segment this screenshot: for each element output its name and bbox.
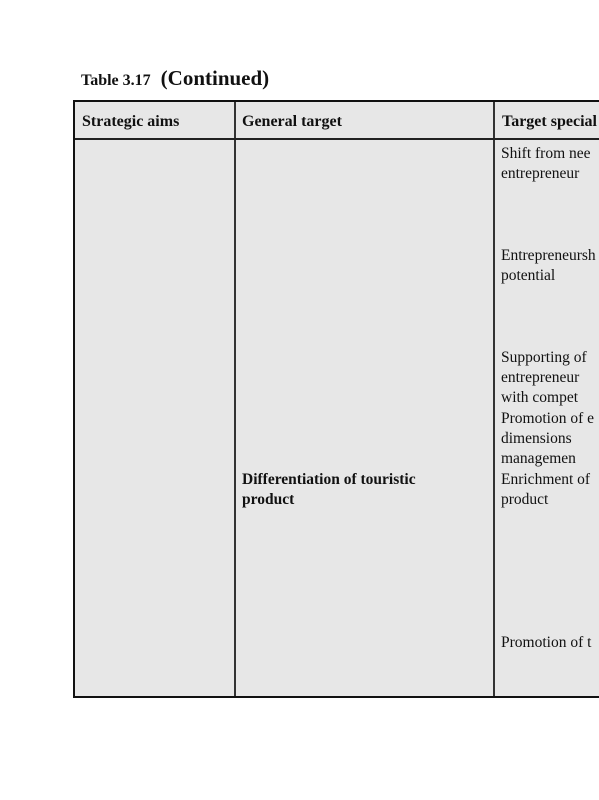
- target-cell: [501, 144, 599, 184]
- column-divider: [493, 102, 495, 696]
- cell-line: Differentiation of touristic: [242, 471, 416, 488]
- cell-line: Promotion of e: [501, 410, 594, 427]
- cell-line: Promotion of t: [501, 634, 592, 651]
- target-cell: [501, 348, 599, 408]
- cell-line: product: [242, 491, 295, 508]
- cell-line: entrepreneur: [501, 369, 580, 386]
- target-cell: [501, 246, 599, 286]
- cell-line: Entrepreneursh: [501, 247, 596, 264]
- data-table: [73, 100, 599, 698]
- cell-line: with compet: [501, 389, 579, 406]
- target-cell: [501, 470, 599, 510]
- cell-line: Shift from nee: [501, 145, 591, 162]
- target-cell: [501, 633, 599, 653]
- table-continued-label: (Continued): [160, 66, 270, 90]
- header-general-target: General target: [242, 113, 342, 130]
- column-divider: [234, 102, 236, 696]
- general-target-cell: [242, 470, 499, 510]
- cell-line: product: [501, 491, 549, 508]
- cell-line: Supporting of: [501, 349, 587, 366]
- cell-line: potential: [501, 267, 556, 284]
- header-target-special: Target special: [502, 113, 597, 130]
- cell-line: entrepreneur: [501, 165, 580, 182]
- cell-line: dimensions: [501, 430, 572, 447]
- header-divider: [75, 138, 599, 140]
- table-caption: [81, 66, 269, 91]
- cell-line: managemen: [501, 450, 576, 467]
- header-strategic-aims: Strategic aims: [82, 113, 180, 130]
- table-number: Table 3.17: [81, 72, 151, 89]
- target-cell: [501, 409, 599, 469]
- cell-line: Enrichment of: [501, 471, 591, 488]
